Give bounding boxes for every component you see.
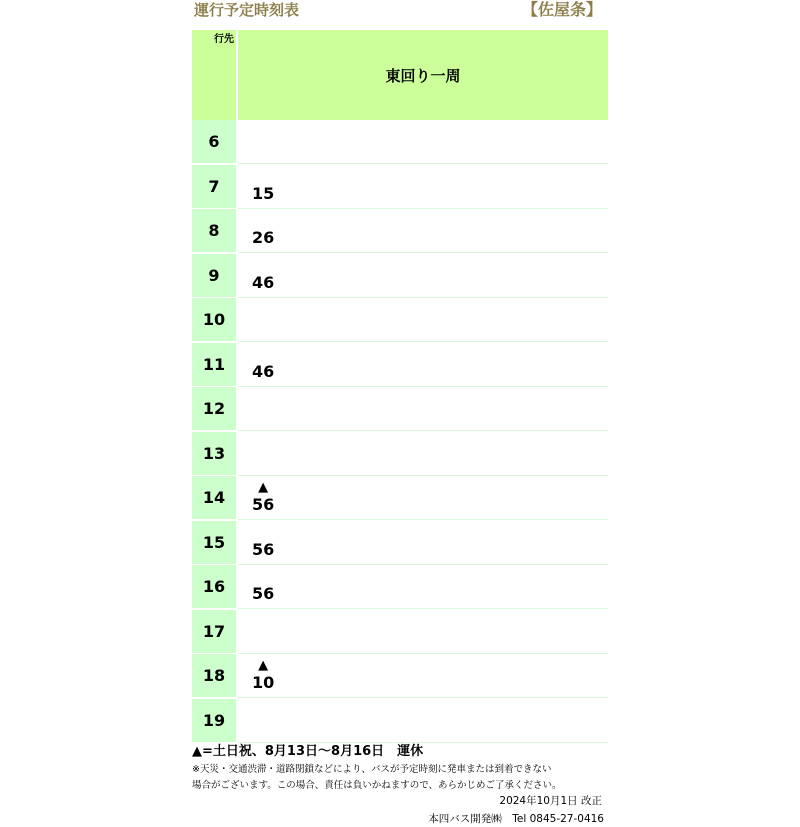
stop-name: 【佐屋条】 <box>521 0 602 19</box>
departure-minute: 46 <box>252 361 275 381</box>
minute-cell <box>238 521 608 565</box>
hour-cell: 17 <box>192 610 236 653</box>
minute-cell <box>238 120 608 164</box>
table-row <box>192 120 608 165</box>
table-row <box>192 521 608 566</box>
hour-cell: 18 <box>192 654 236 697</box>
departure-minute: 10 <box>252 673 275 692</box>
minute-cell <box>238 387 608 431</box>
minute-cell <box>238 298 608 342</box>
revision-date: 2024年10月1日 改正 <box>499 795 602 807</box>
departure-entry <box>252 480 274 515</box>
hour-cell: 14 <box>192 476 236 519</box>
hour-column-header <box>192 30 236 120</box>
table-row <box>192 654 608 699</box>
departure-minute: 46 <box>252 272 275 292</box>
departure-entry <box>252 362 274 382</box>
table-row <box>192 209 608 254</box>
departure-entry <box>252 540 274 560</box>
hour-cell: 10 <box>192 298 236 341</box>
hour-cell: 8 <box>192 209 236 252</box>
notice-line-1: ※天災・交通渋滞・道路閉鎖などにより、バスが予定時刻に発車または到着できない <box>192 764 552 775</box>
minute-cell <box>238 654 608 698</box>
departure-entry <box>252 228 274 248</box>
notice-line-2: 場合がございます。この場合、責任は負いかねますので、あらかじめご了承ください。 <box>192 780 562 791</box>
table-row <box>192 699 608 744</box>
legend-note: ▲=土日祝、8月13日〜8月16日 運休 <box>192 744 424 759</box>
minute-cell <box>238 343 608 387</box>
minute-cell <box>238 699 608 743</box>
departure-entry <box>252 584 274 604</box>
weekday-only-mark: ▲ <box>258 658 269 673</box>
timetable <box>192 30 608 743</box>
table-row <box>192 565 608 610</box>
table-row <box>192 476 608 521</box>
table-row <box>192 165 608 210</box>
minute-cell <box>238 610 608 654</box>
departure-minute: 56 <box>252 539 275 559</box>
hour-cell: 12 <box>192 387 236 430</box>
destination-label: 行先 <box>214 34 234 45</box>
table-row <box>192 343 608 388</box>
departure-minute: 56 <box>252 584 275 603</box>
hour-cell: 11 <box>192 343 236 386</box>
hour-cell: 7 <box>192 165 236 208</box>
table-row <box>192 254 608 299</box>
minute-cell <box>238 254 608 298</box>
hour-cell: 16 <box>192 565 236 608</box>
minute-cell <box>238 432 608 476</box>
operator-contact: 本四バス開発㈱ Tel 0845-27-0416 <box>428 813 604 825</box>
departure-entry <box>252 658 274 693</box>
departure-minute: 15 <box>252 183 275 203</box>
table-row <box>192 387 608 432</box>
footer <box>192 744 608 827</box>
minute-cell <box>238 476 608 520</box>
destination-name: 東回り一周 <box>385 66 461 85</box>
minute-cell <box>238 565 608 609</box>
timetable-rows <box>192 120 608 743</box>
hour-cell: 13 <box>192 432 236 475</box>
departure-entry <box>252 184 274 204</box>
table-header-row <box>192 30 608 120</box>
minute-cell <box>238 209 608 253</box>
hour-cell: 9 <box>192 254 236 297</box>
page-title: 運行予定時刻表 <box>194 1 300 19</box>
departure-minute: 56 <box>252 495 275 514</box>
hour-cell: 15 <box>192 521 236 564</box>
minute-cell <box>238 165 608 209</box>
hour-cell: 19 <box>192 699 236 742</box>
weekday-only-mark: ▲ <box>258 480 269 495</box>
table-row <box>192 298 608 343</box>
destination-header <box>238 30 608 120</box>
table-row <box>192 610 608 655</box>
departure-entry <box>252 273 274 293</box>
departure-minute: 26 <box>252 228 275 247</box>
page-header <box>192 0 608 24</box>
hour-cell: 6 <box>192 120 236 163</box>
table-row <box>192 432 608 477</box>
